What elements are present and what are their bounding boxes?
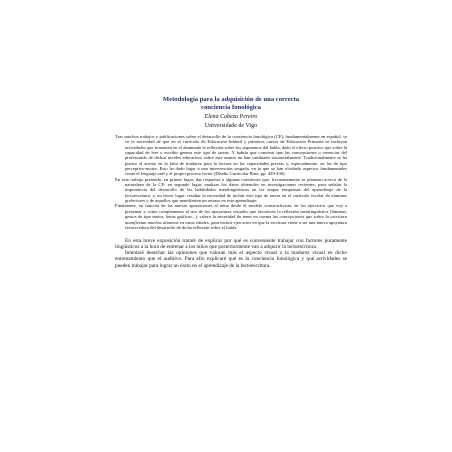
paper-page bbox=[115, 96, 347, 269]
author-affiliation: Universidade de Vigo bbox=[204, 123, 258, 129]
title-line-1: Metodología para la adquisición de una correcta bbox=[162, 96, 300, 103]
abstract-p3-italic: las concepciones que sobre la escritura manifiestan muchos alumnos en estas edades bbox=[125, 214, 347, 225]
title-line-2: conciencia fonológica bbox=[201, 104, 261, 111]
abstract-paragraph-2: En este trabajo pretendo, en primer lugar, dar respuesta a algunas cuestiones que, frecuentemente se plantean acerca de la naturaleza de la CF; en segundo lugar, analizar los datos obtenidos en investigaciones recientes, para señalar la importancia del desarrollo de las habilidades metalingüísticas en las etapas tempranas del aprendizaje de la lectoescritura; y, en tercer lugar, resaltar la necesidad de incluir este tipo de tareas en el currículo escolar de alumnos prelectores y de aquellos que manifiesten un retraso en este aprendizaje. bbox=[115, 176, 347, 204]
abstract bbox=[115, 134, 347, 230]
paper-title bbox=[115, 96, 347, 112]
abstract-paragraph-1: Tras muchos trabajos y publicaciones sobre el desarrollo de la conciencia fonológica (CF), fundamentalmente en español, se ve la necesidad de que en el currículo de Educación Infantil y primeros cursos de Educación Primaria se incluyan actividades que fomenten en el alumnado la reflexión sobre los segmentos del habla, dado el efecto positivo que sobre la capacidad de leer y escribir genera este tipo de tareas. Y habría que convenir que las concepciones o creencias del profesorado de dichos niveles educativos sobre este asunto no han cambiado sustancialmente. Tradicionalmente se ha puesto el acento en la falta de madurez para la lectura en las capacidades previas y, especialmente, en las de tipo perceptivo-motor. Esto ha dado lugar a una intervención sesgada, en la que se han olvidado aspectos fundamentales como el lenguaje oral y el propio proceso lector (Diseño Curricular Base, pp. 429-430). bbox=[115, 134, 347, 177]
abstract-p3-text-1: Finalmente, en función de las nuevas aportaciones al tema desde el modelo constructivista, en los ejercicios que voy a presentar y como complemento al uso de los apoyaturas visuales que favorecen la reflexión metalingüística (láminas, gestos de tipo motor, letras gráficas...), valoro la necesidad de tener en cuenta bbox=[115, 203, 347, 220]
body-text bbox=[115, 238, 347, 268]
body-paragraph-1: En esta breve exposición trataré de explicar por qué es conveniente trabajar con factores puramente lingüísticos a la hora de entrenar a los niños que posteriormente van a adquirir la lectoescritura. bbox=[115, 238, 347, 251]
body-paragraph-2: Intentaré desechar las opiniones que valoran más el aspecto visual o la madurez visual en dicho entrenamiento que el auditivo. Para ello explicaré qué es la conciencia fonológica y qué actividades se pueden trabajar para lograr un éxito en el aprendizaje de la lectoescritura. bbox=[115, 250, 347, 269]
abstract-p3-text-2: , para incluir ejercicios en que la escritura viene a ser una nueva apoyatura favorecedora del desarrollo de dicha reflexión sobre el habla. bbox=[125, 219, 348, 230]
abstract-paragraph-3 bbox=[115, 203, 347, 230]
author-name: Elena Cabeza Pereiro bbox=[204, 114, 258, 120]
